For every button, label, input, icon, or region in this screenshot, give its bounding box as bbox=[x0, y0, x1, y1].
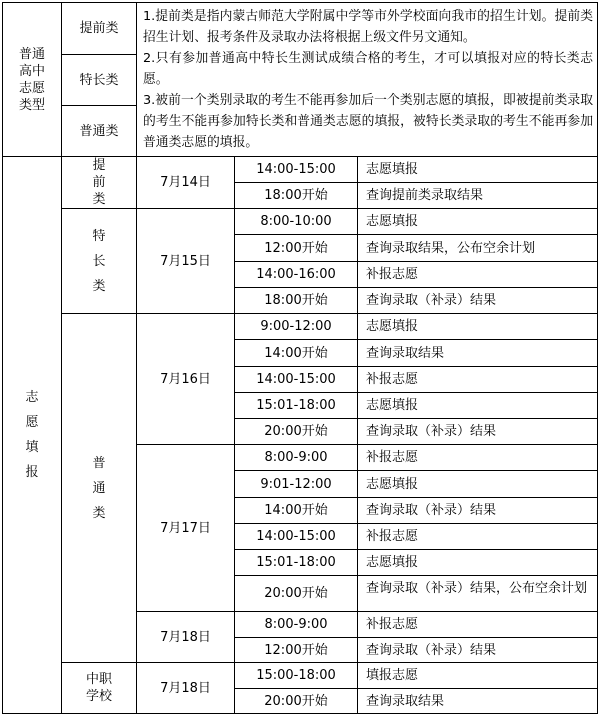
activity-cell: 补报志愿 bbox=[357, 444, 598, 471]
group-general-label: 普 通 类 bbox=[61, 313, 137, 663]
activity-cell: 补报志愿 bbox=[357, 261, 598, 288]
date-advance: 7月14日 bbox=[136, 156, 235, 209]
category-advance-label: 提前类 bbox=[61, 2, 137, 55]
activity-cell: 查询录取结果，公布空余计划 bbox=[357, 234, 598, 262]
time-cell: 14:00-16:00 bbox=[234, 261, 358, 288]
time-cell: 14:00-15:00 bbox=[234, 366, 358, 393]
activity-cell: 志愿填报 bbox=[357, 313, 598, 340]
activity-cell: 查询录取（补录）结果 bbox=[357, 637, 598, 663]
activity-cell: 查询录取结果 bbox=[357, 688, 598, 714]
volunteer-type-label: 普通 高中 志愿 类型 bbox=[2, 2, 62, 157]
time-cell: 20:00开始 bbox=[234, 418, 358, 445]
activity-cell: 填报志愿 bbox=[357, 662, 598, 689]
date-vocational: 7月18日 bbox=[136, 662, 235, 714]
time-cell: 15:01-18:00 bbox=[234, 392, 358, 419]
time-cell: 15:00-18:00 bbox=[234, 662, 358, 689]
activity-cell: 志愿填报 bbox=[357, 392, 598, 419]
activity-cell: 查询录取结果 bbox=[357, 339, 598, 367]
time-cell: 8:00-10:00 bbox=[234, 208, 358, 235]
time-cell: 9:00-12:00 bbox=[234, 313, 358, 340]
volunteer-filling-label: 志 愿 填 报 bbox=[2, 156, 62, 714]
date-general-17: 7月17日 bbox=[136, 444, 235, 612]
admission-notes: 1.提前类是指内蒙古师范大学附属中学等市外学校面向我市的招生计划。提前类招生计划、报考条件及录取办法将根据上级文件另文通知。 2.只有参加普通高中特长生测试成绩合格的考生，才可以填报对应的特长类志愿。 3.被前一个类别录取的考生不能再参加后一个类别志愿的填报，即被提前类录取的考生不能再参加特长类和普通类志愿的填报，被特长类录取的考生不能再参加普通类志愿的填报。 bbox=[136, 2, 598, 157]
time-cell: 12:00开始 bbox=[234, 234, 358, 262]
activity-cell: 查询提前类录取结果 bbox=[357, 182, 598, 209]
time-cell: 9:01-12:00 bbox=[234, 470, 358, 498]
time-cell: 14:00-15:00 bbox=[234, 523, 358, 550]
activity-cell: 志愿填报 bbox=[357, 208, 598, 235]
activity-cell: 查询录取（补录）结果 bbox=[357, 418, 598, 445]
date-special: 7月15日 bbox=[136, 208, 235, 314]
activity-cell: 志愿填报 bbox=[357, 549, 598, 576]
group-advance-label: 提 前 类 bbox=[61, 156, 137, 209]
activity-cell: 查询录取（补录）结果，公布空余计划 bbox=[357, 575, 598, 612]
activity-cell: 补报志愿 bbox=[357, 366, 598, 393]
activity-cell: 补报志愿 bbox=[357, 523, 598, 550]
activity-cell: 志愿填报 bbox=[357, 156, 598, 183]
time-cell: 8:00-9:00 bbox=[234, 611, 358, 638]
activity-cell: 志愿填报 bbox=[357, 470, 598, 498]
date-general-18: 7月18日 bbox=[136, 611, 235, 663]
time-cell: 14:00-15:00 bbox=[234, 156, 358, 183]
time-cell: 8:00-9:00 bbox=[234, 444, 358, 471]
time-cell: 20:00开始 bbox=[234, 575, 358, 612]
time-cell: 14:00开始 bbox=[234, 339, 358, 367]
time-cell: 15:01-18:00 bbox=[234, 549, 358, 576]
time-cell: 20:00开始 bbox=[234, 688, 358, 714]
time-cell: 18:00开始 bbox=[234, 182, 358, 209]
date-general-16: 7月16日 bbox=[136, 313, 235, 445]
activity-cell: 查询录取（补录）结果 bbox=[357, 497, 598, 524]
admission-schedule-table bbox=[2, 2, 598, 714]
activity-cell: 补报志愿 bbox=[357, 611, 598, 638]
activity-cell: 查询录取（补录）结果 bbox=[357, 287, 598, 314]
time-cell: 14:00开始 bbox=[234, 497, 358, 524]
category-special-label: 特长类 bbox=[61, 54, 137, 106]
time-cell: 18:00开始 bbox=[234, 287, 358, 314]
group-vocational-label: 中职 学校 bbox=[61, 662, 137, 714]
category-general-label: 普通类 bbox=[61, 105, 137, 157]
group-special-label: 特 长 类 bbox=[61, 208, 137, 314]
time-cell: 12:00开始 bbox=[234, 637, 358, 663]
